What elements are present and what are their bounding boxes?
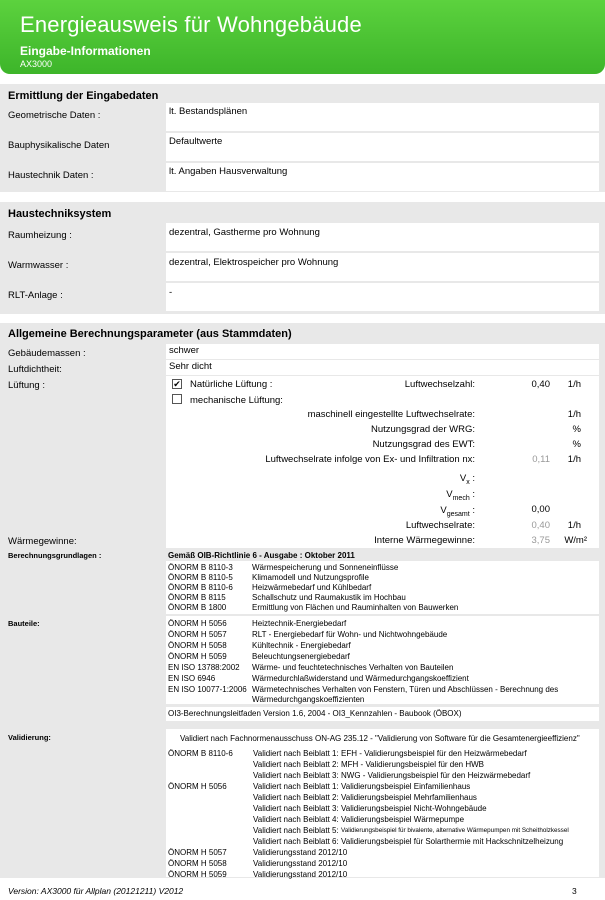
beiblatt-label: Validiert nach Beiblatt 4: (253, 815, 339, 824)
mechanische-lueftung-label: mechanische Lüftung: (190, 395, 283, 406)
section-eingabedaten (0, 84, 605, 192)
header-banner (0, 0, 605, 74)
beiblatt-label: Validierungsstand 2012/10 (253, 859, 348, 868)
norm-desc: Wärme- und feuchtetechnisches Verhalten von Bauteilen (252, 663, 454, 672)
value-field (166, 103, 599, 131)
value-text: Sehr dicht (169, 361, 212, 372)
norm-desc: Wärmetechnisches Verhalten von Fenstern, Türen und Abschlüssen - Berechnung des (252, 685, 559, 694)
nx-unit: 1/h (567, 454, 581, 465)
beiblatt-desc: Validierungsbeispiel Wärmepumpe (341, 815, 465, 824)
section-title: Allgemeine Berechnungsparameter (aus Stammdaten) (8, 328, 292, 340)
maschinell-label: maschinell eingestellte Luftwechselrate: (307, 409, 475, 420)
beiblatt-label: Validiert nach Beiblatt 6: (253, 837, 339, 846)
norm-code: EN ISO 6946 (168, 674, 216, 683)
beiblatt-desc: MFH - Validierungsbeispiel für den HWB (341, 760, 485, 769)
luftdichtheit-label: Luftdichtheit: (8, 364, 62, 375)
beiblatt-label: Validiert nach Beiblatt 2: (253, 793, 339, 802)
luftwechselzahl-unit: 1/h (567, 379, 581, 390)
beiblatt-desc: Validierungsbeispiel Nicht-Wohngebäude (341, 804, 487, 813)
maschinell-unit: 1/h (567, 409, 581, 420)
norm-code: ÖNORM H 5058 (168, 641, 227, 650)
v-subscript: mech (452, 494, 470, 502)
norm-code: ÖNORM H 5057 (168, 630, 227, 639)
value-field (166, 163, 599, 191)
footer-version: Version: AX3000 für Allplan (20121211) V2012 (8, 886, 184, 896)
norm-code: ÖNORM H 5056 (168, 619, 227, 628)
beiblatt-label: Validiert nach Beiblatt 2: (253, 760, 339, 769)
v-subscript: gesamt (446, 510, 470, 518)
beiblatt-desc: Validierungsbeispiel Mehrfamilienhaus (341, 793, 477, 802)
waermegewinne-label: Wärmegewinne: (8, 536, 77, 547)
oi3-text: OI3-Berechnungsleitfaden Version 1.6, 2004 - OI3_Kennzahlen - Baubook (ÖBOX) (168, 709, 462, 718)
norm-code: ÖNORM B 8115 (168, 593, 226, 602)
row-label: Raumheizung : (8, 230, 72, 241)
row-label: Bauphysikalische Daten (8, 140, 110, 151)
norm-desc: Heizwärmebedarf und Kühlbedarf (252, 583, 372, 592)
luftwechselrate-value: 0,40 (531, 520, 550, 531)
norm-desc: Heiztechnik-Energiebedarf (252, 619, 347, 628)
interne-waermegewinne-value: 3,75 (531, 535, 550, 546)
beiblatt-label: Validierungsstand 2012/10 (253, 870, 348, 879)
ewt-label: Nutzungsgrad des EWT: (372, 439, 475, 450)
interne-waermegewinne-label: Interne Wärmegewinne: (374, 535, 475, 546)
row-label: Warmwasser : (8, 260, 69, 271)
beiblatt-label: Validiert nach Beiblatt 3: (253, 771, 339, 780)
ewt-unit: % (572, 439, 581, 450)
norm-desc: RLT - Energiebedarf für Wohn- und Nichtwohngebäude (252, 630, 448, 639)
lueftung-label: Lüftung : (8, 380, 45, 391)
luftwechselzahl-label: Luftwechselzahl: (404, 379, 475, 390)
nx-label: Luftwechselrate infolge von Ex- und Infiltration nx: (265, 454, 475, 465)
v-symbol: V (446, 489, 453, 500)
beiblatt-label: Validiert nach Beiblatt 1: (253, 749, 339, 758)
norm-desc: Ermittlung von Flächen und Rauminhalten von Bauwerken (252, 603, 459, 612)
vgesamt-label: $V_{gesamt}$ : (440, 505, 475, 518)
mechanische-lueftung-checkbox[interactable] (172, 394, 182, 404)
wrg-label: Nutzungsgrad der WRG: (370, 424, 475, 435)
section-haustechnik (0, 202, 605, 314)
page-title: Energieausweis für Wohngebäude (20, 12, 362, 37)
beiblatt-label: Validiert nach Beiblatt 1: (253, 782, 339, 791)
vx-label: $V_x$ : (459, 473, 475, 486)
vmech-label: $V_{mech}$ : (446, 489, 475, 502)
norm-desc: Wärmespeicherung und Sonneneinflüsse (252, 563, 399, 572)
beiblatt-label: Validiert nach Beiblatt 3: (253, 804, 339, 813)
v-subscript: x (466, 478, 470, 486)
section-title: Haustechniksystem (8, 208, 112, 220)
norm-code: ÖNORM H 5059 (168, 870, 227, 879)
norm-desc: Schallschutz und Raumakustik im Hochbau (252, 593, 406, 602)
norm-code: ÖNORM B 8110-5 (168, 573, 233, 582)
beiblatt-label: Validierungsstand 2012/10 (253, 848, 348, 857)
bauteile-label: Bauteile: (8, 619, 40, 628)
norm-code: ÖNORM H 5057 (168, 848, 227, 857)
beiblatt-desc: Validierungsbeispiel für bivalente, alternative Wärmepumpen mit Scheitholzkessel (341, 827, 569, 834)
gebaeudemassen-field (166, 344, 599, 359)
page-number: 3 (572, 886, 577, 896)
norm-code: ÖNORM H 5058 (168, 859, 227, 868)
norm-desc: Klimamodell und Nutzungsprofile (252, 573, 369, 582)
norm-desc: Kühltechnik - Energiebedarf (252, 641, 351, 650)
grundlagen-heading: Gemäß OIB-Richtlinie 6 - Ausgabe : Oktober 2011 (168, 551, 355, 560)
norm-code: ÖNORM B 8110-3 (168, 563, 233, 572)
validierung-heading: Validiert nach Fachnormenausschuss ON-AG 235.12 - "Validierung von Software für die Gesamtenergieeffizienz" (180, 734, 580, 743)
norm-desc: Beleuchtungsenergiebedarf (252, 652, 350, 661)
value-field (166, 283, 599, 311)
norm-code: ÖNORM B 8110-6 (168, 749, 233, 758)
luftwechselrate-label: Luftwechselrate: (405, 520, 475, 531)
nx-value: 0,11 (532, 454, 550, 465)
norm-desc: Wärmedurchgangskoeffizienten (252, 695, 365, 704)
beiblatt-desc: NWG - Validierungsbeispiel für den Heizwärmebedarf (341, 771, 531, 780)
gebaeudemassen-label: Gebäudemassen : (8, 348, 86, 359)
norm-code: ÖNORM H 5059 (168, 652, 227, 661)
interne-waermegewinne-unit: W/m² (564, 535, 587, 546)
value-text: lt. Bestandsplänen (169, 106, 248, 117)
value-text: Defaultwerte (169, 136, 223, 147)
value-field (166, 253, 599, 281)
norm-code: EN ISO 13788:2002 (168, 663, 240, 672)
value-field (166, 133, 599, 161)
row-label: Haustechnik Daten : (8, 170, 94, 181)
beiblatt-desc: EFH - Validierungsbeispiel für den Heizwärmebedarf (341, 749, 527, 758)
value-text: - (169, 287, 173, 298)
section-title: Ermittlung der Eingabedaten (8, 90, 159, 102)
norm-code: ÖNORM B 8110-6 (168, 583, 233, 592)
v-symbol: V (440, 505, 447, 516)
section-berechnungsparameter (0, 323, 605, 878)
row-label: RLT-Anlage : (8, 290, 63, 301)
value-text: dezentral, Gastherme pro Wohnung (169, 227, 320, 238)
norm-desc: Wärmedurchlaßwiderstand und Wärmedurchgangskoeffizient (252, 674, 469, 683)
product-code: AX3000 (20, 59, 53, 69)
value-text: dezentral, Elektrospeicher pro Wohnung (169, 257, 339, 268)
beiblatt-desc: Validierungsbeispiel Einfamilienhaus (341, 782, 471, 791)
value-text: lt. Angaben Hausverwaltung (169, 166, 288, 177)
luftwechselrate-unit: 1/h (567, 520, 581, 531)
norm-code: ÖNORM H 5056 (168, 782, 227, 791)
v-symbol: V (459, 473, 467, 484)
value-field (166, 223, 599, 251)
validierung-label: Validierung: (8, 733, 51, 742)
beiblatt-desc: Validierungsbeispiel für Solarthermie mit Hackschnitzelheizung (341, 837, 564, 846)
norm-code: EN ISO 10077-1:2006 (168, 685, 247, 694)
page-subtitle: Eingabe-Informationen (20, 44, 151, 58)
vgesamt-value: 0,00 (531, 504, 550, 515)
luftdichtheit-field (166, 360, 599, 375)
natuerliche-lueftung-checkbox[interactable]: ✔ (173, 379, 181, 389)
value-text: schwer (169, 345, 200, 356)
beiblatt-label: Validiert nach Beiblatt 5: (253, 826, 339, 835)
norm-code: ÖNORM B 1800 (168, 603, 227, 612)
luftwechselzahl-value: 0,40 (531, 379, 550, 390)
wrg-unit: % (572, 424, 581, 435)
natuerliche-lueftung-label: Natürliche Lüftung : (190, 379, 273, 390)
grundlagen-label: Berechnungsgrundlagen : (8, 551, 102, 560)
row-label: Geometrische Daten : (8, 110, 101, 121)
